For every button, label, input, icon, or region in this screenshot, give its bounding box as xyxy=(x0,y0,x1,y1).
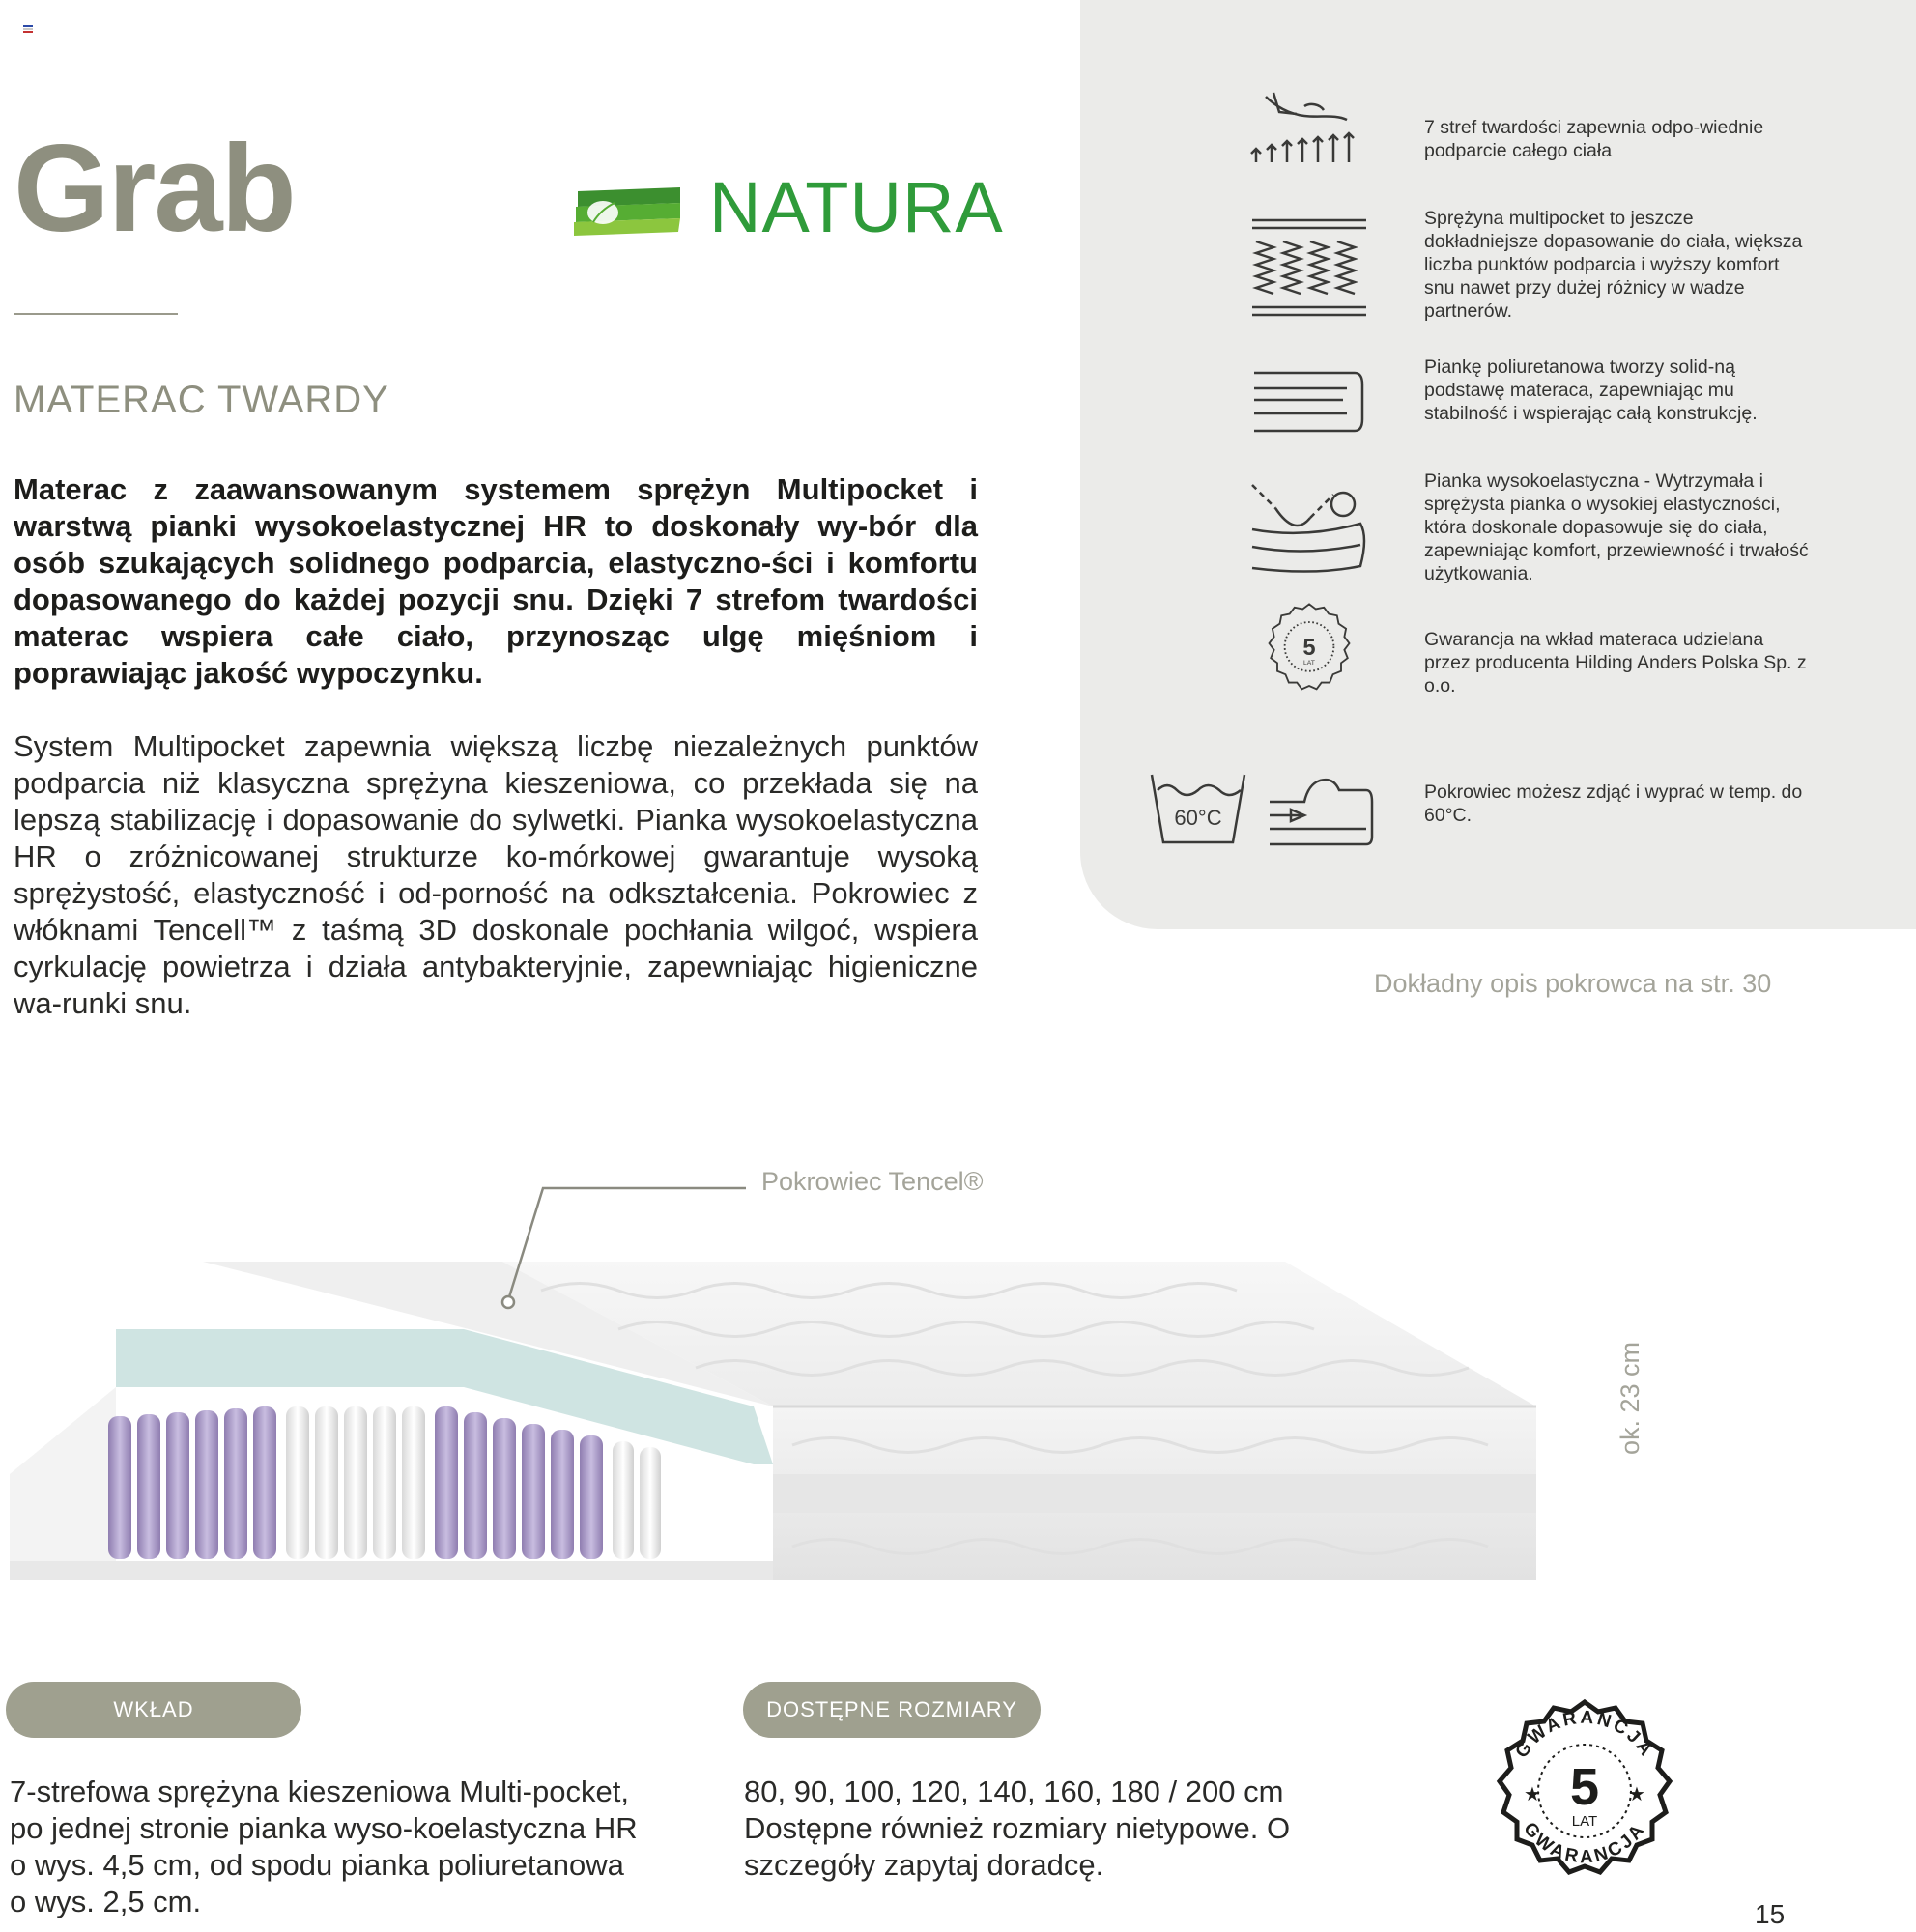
description-paragraph: System Multipocket zapewnia większą liczbę niezależnych punktów podparcia niż klasyczna sprężyna kieszeniowa, co przekłada się na lepszą stabilizację i dopasowanie do sylwetki. Pianka wysokoelastyczna HR o zróżnicowanej strukturze ko-mórkowej gwarantuje wysoką sprężystość, elastyczność i od-porność na odkształcenia. Pokrowiec z włóknami Tencell™ z taśmą 3D doskonale pochłania wilgoć, wspiera cyrkulację powietrza i działa antybakteryjnie, zapewniając higieniczne wa-runki snu. xyxy=(14,729,978,1020)
product-category: MATERAC TWARDY xyxy=(14,379,389,421)
svg-text:60°C: 60°C xyxy=(1174,806,1222,830)
svg-text:★: ★ xyxy=(1628,1782,1645,1805)
height-label: ok. 23 cm xyxy=(1616,1341,1644,1455)
svg-text:GWARANCJA: GWARANCJA xyxy=(1511,1707,1658,1762)
natura-wordmark: NATURA xyxy=(709,167,1004,247)
feature-text-polyurethane: Piankę poliuretanowa tworzy solid-ną podstawę materaca, zapewniając mu stabilność i wspierając całą konstrukcję. xyxy=(1424,356,1758,424)
washable-cover-icon xyxy=(1266,769,1374,850)
product-title: Grab xyxy=(14,120,295,258)
title-divider xyxy=(14,313,178,315)
feature-text-hr-foam: Pianka wysokoelastyczna - Wytrzymała i sprężysta pianka o wysokiej elastyczności, która doskonale dopasowuje się do ciała, zapewniając komfort, przewiewność i trwałość użytkowania. xyxy=(1424,470,1809,584)
page-number: 15 xyxy=(1755,1899,1786,1929)
svg-text:LAT: LAT xyxy=(1571,1813,1598,1830)
lead-paragraph: Materac z zaawansowanym systemem sprężyn Multipocket i warstwą pianki wysokoelastycznej HR to doskonały wy-bór dla osób szukających solidnego podparcia, elastyczno-ści i komfortu dopasowanego do każdej pozycji snu. Dzięki 7 strefom twardości materac wspiera całe ciało, przynosząc ulgę mięśniom i poprawiając jakość wypoczynku. xyxy=(14,472,978,690)
sizes-text: 80, 90, 100, 120, 140, 160, 180 / 200 cm Dostępne również rozmiary nietypowe. O szczegóły zapytaj doradcę. xyxy=(744,1775,1291,1882)
sizes-pill: DOSTĘPNE ROZMIARY xyxy=(743,1682,1041,1738)
svg-text:GWARANCJA: GWARANCJA xyxy=(1519,1818,1650,1868)
feature-text-multipocket: Sprężyna multipocket to jeszcze dokładniejsze dopasowanie do ciała, większa liczba punktów podparcia i wyższy komfort snu nawet przy dużej różnicy w wadze partnerów. xyxy=(1424,208,1803,322)
cover-callout-label: Pokrowiec Tencel® xyxy=(761,1167,984,1196)
flag-icon xyxy=(23,25,33,33)
svg-text:LAT: LAT xyxy=(1303,660,1315,667)
hr-foam-icon xyxy=(1246,479,1372,585)
natura-leaf-logo xyxy=(572,184,686,238)
warranty-seal-icon xyxy=(1246,601,1372,707)
wklad-pill: WKŁAD xyxy=(6,1682,301,1738)
wash-tub-icon xyxy=(1148,769,1248,850)
mattress-illustration xyxy=(0,1184,1546,1590)
multipocket-spring-icon xyxy=(1246,213,1372,319)
svg-text:★: ★ xyxy=(1524,1782,1541,1805)
cover-description-note: Dokładny opis pokrowca na str. 30 xyxy=(1374,969,1772,998)
warranty-seal-large xyxy=(1474,1681,1695,1901)
zones-icon xyxy=(1246,85,1372,191)
feature-text-zones: 7 stref twardości zapewnia odpo-wiednie podparcie całego ciała xyxy=(1424,117,1764,161)
wklad-text: 7-strefowa sprężyna kieszeniowa Multi-pocket, po jednej stronie pianka wyso-koelastyczna HR o wys. 4,5 cm, od spodu pianka poliuretanowa o wys. 2,5 cm. xyxy=(10,1775,638,1918)
feature-text-wash: Pokrowiec możesz zdjąć i wyprać w temp. do 60°C. xyxy=(1424,781,1803,826)
feature-text-warranty: Gwarancja na wkład materaca udzielana przez producenta Hilding Anders Polska Sp. z o.o. xyxy=(1424,629,1807,696)
svg-text:5: 5 xyxy=(1302,635,1316,661)
svg-text:5: 5 xyxy=(1569,1758,1600,1816)
pocket-springs xyxy=(108,1406,661,1559)
polyurethane-foam-icon xyxy=(1246,355,1372,462)
